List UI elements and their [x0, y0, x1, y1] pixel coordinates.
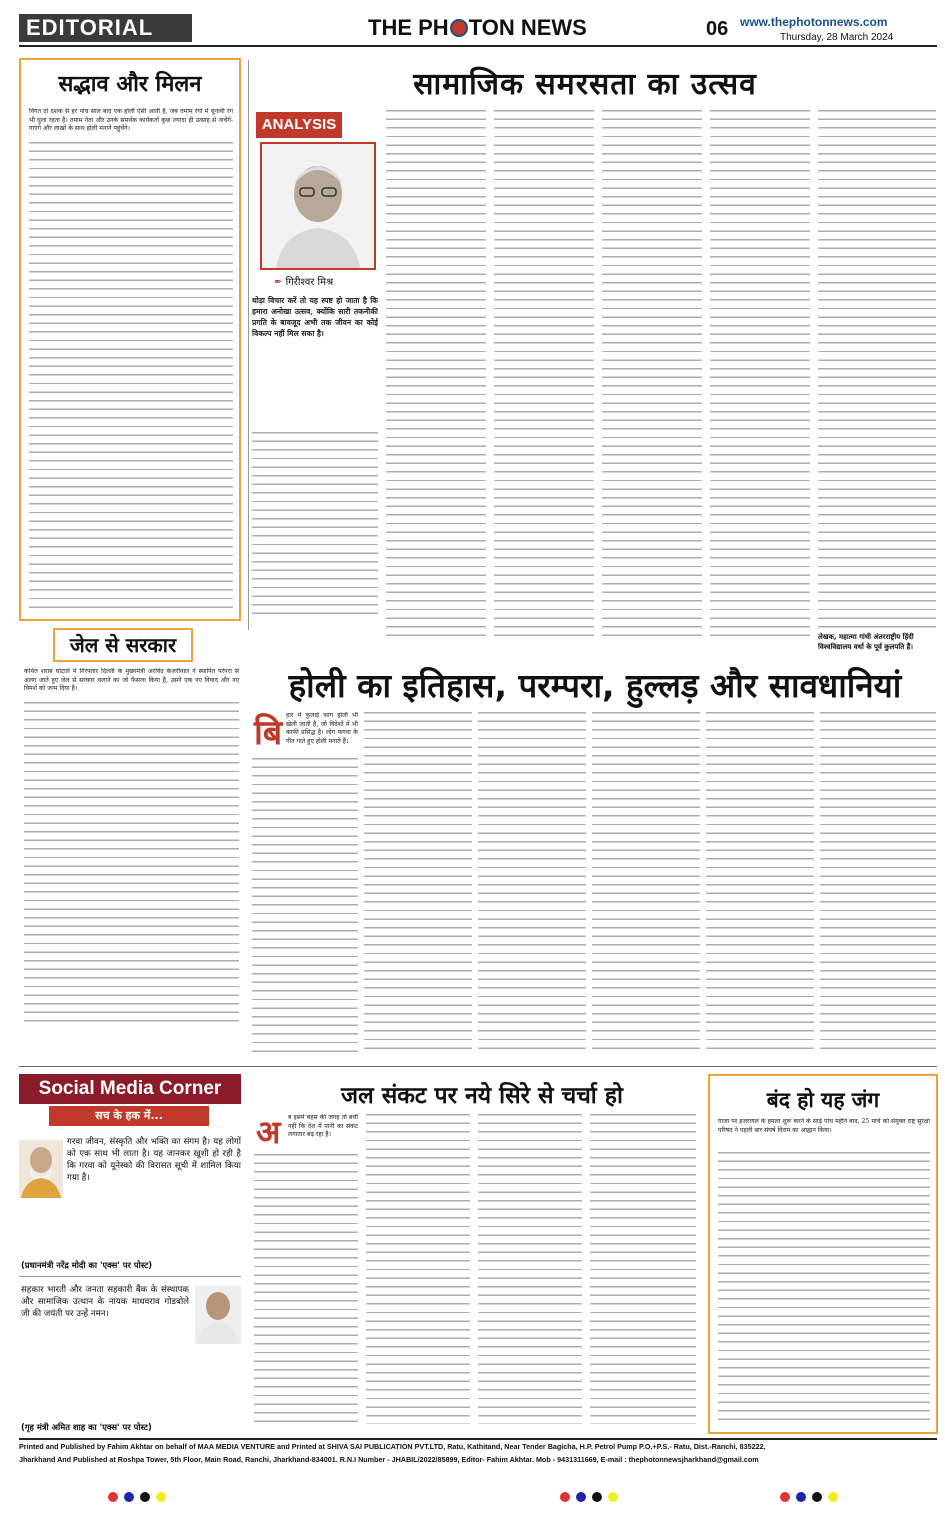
analysis-label: ANALYSIS: [256, 112, 342, 138]
holi-col-1: [252, 758, 358, 1054]
holi-col-2: [364, 712, 472, 1054]
social-post-modi: गरवा जीवन, संस्कृति और भक्ति का संगम है। यह लोगों को एक साथ भी लाता है। यह जानकर खुशी हो रही है कि गरवा को यूनेस्को की विरासत सूची में शामिल किया गया है।: [67, 1137, 241, 1183]
modi-photo: [19, 1140, 63, 1198]
holi-col-3: [478, 712, 586, 1054]
article-headline: सद्भाव और मिलन: [58, 72, 202, 97]
social-post-modi-credit: (प्रधानमंत्री नरेंद्र मोदी का 'एक्स' पर पोस्ट): [21, 1260, 153, 1270]
article-headline: होली का इतिहास, परम्परा, हुल्लड़ और सावधानियां: [288, 666, 902, 705]
registration-mark-icon: [156, 1492, 166, 1502]
text-lines: [252, 758, 358, 1054]
registration-mark-icon: [108, 1492, 118, 1502]
registration-mark-icon: [812, 1492, 822, 1502]
water-col-2: [366, 1114, 470, 1424]
article-lead: ब इसमें बहस की जगह तो बची नहीं कि देश में पानी का संकट लगातार बढ़ रहा है।: [288, 1114, 358, 1139]
article-jail-govt: [19, 628, 244, 1033]
water-dropcap: अ: [256, 1113, 281, 1151]
text-lines: [494, 110, 594, 640]
water-col-3: [478, 1114, 582, 1424]
article-body: [29, 108, 233, 616]
article-headline: जल संकट पर नये सिरे से चर्चा हो: [341, 1083, 623, 1109]
paper-name-left: THE PH: [368, 15, 449, 40]
registration-mark-icon: [576, 1492, 586, 1502]
social-badge: Social Media Corner: [19, 1074, 241, 1104]
paper-name-right: TON NEWS: [468, 15, 587, 40]
divider: [19, 1276, 241, 1277]
article-text-lines: [718, 1152, 930, 1426]
social-post-shah-credit: (गृह मंत्री अमित शाह का 'एक्स' पर पोस्ट): [21, 1422, 152, 1432]
holi-dropcap: बि: [254, 713, 283, 753]
photon-logo-icon: [450, 19, 468, 37]
text-lines: [710, 110, 810, 640]
author-note: लेखक, महात्मा गांधी अंतरराष्ट्रीय हिंदी विश्वविद्यालय वर्धा के पूर्व कुलपति हैं।: [818, 633, 914, 651]
registration-mark-icon: [796, 1492, 806, 1502]
text-lines: [706, 712, 814, 1054]
text-lines: [478, 712, 586, 1054]
social-post-shah: सहकार भारती और जनता सहकारी बैंक के संस्थापक और सामाजिक उत्थान के नायक माधवराव गोडबोले जी की जयंती पर उन्हें नमन।: [21, 1285, 189, 1319]
article-stop-war: [708, 1074, 938, 1434]
registration-mark-icon: [608, 1492, 618, 1502]
text-lines: [254, 1154, 358, 1424]
paper-name: [368, 15, 588, 41]
author-name-text: गिरीश्वर मिश्र: [285, 277, 334, 288]
holi-col-5: [706, 712, 814, 1054]
section-rule: [19, 1066, 937, 1067]
page-number: 06: [706, 18, 729, 40]
registration-mark-icon: [828, 1492, 838, 1502]
main-col-2: [494, 110, 594, 640]
analysis-intro: थोड़ा विचार करें तो यह स्पष्ट हो जाता है कि हमारा अनोखा उत्सव, क्योंकि सारी तकनीकी प्रगति के बावजूद अभी तक जीवन का कोई विकल्प नहीं मिल सका है।: [252, 296, 378, 338]
article-text-lines: [29, 142, 233, 612]
main-col-1: [386, 110, 486, 640]
registration-mark-icon: [560, 1492, 570, 1502]
column-rule: [248, 60, 249, 630]
text-lines: [820, 712, 936, 1054]
text-lines: [364, 712, 472, 1054]
article-body: [718, 1118, 930, 1430]
article-harmony: [19, 58, 241, 621]
text-lines: [602, 110, 702, 640]
text-lines: [478, 1114, 582, 1424]
website[interactable]: www.thephotonnews.com: [740, 15, 888, 29]
imprint-line-2: Jharkhand And Published at Roshpa Tower, 5th Floor, Main Road, Ranchi, Jharkhand-834001. R.N.I Number - JHABIL/2022/85899, Editor- Fahim Akhtar. Mob - 9431311669, E-mail : thephotonnewsjharkhand@gmail.com: [19, 1455, 759, 1464]
article-headline: जेल से सरकार: [53, 628, 193, 662]
water-col-4: [590, 1114, 696, 1424]
footer-rule: [19, 1438, 937, 1440]
masthead: [0, 0, 945, 46]
text-lines: [366, 1114, 470, 1424]
masthead-rule: [19, 45, 937, 47]
article-headline: बंद हो यह जंग: [766, 1088, 880, 1112]
issue-date: Thursday, 28 March 2024: [780, 32, 894, 43]
main-col-5: [818, 110, 936, 630]
main-columns: [386, 110, 938, 640]
pen-icon: ✒: [274, 277, 283, 288]
social-tagline: सच के हक में...: [49, 1106, 209, 1126]
article-holi: [252, 662, 938, 1062]
article-lead: गाजा पर इजरायल के हमला शुरू करने के साढ़े पांच महीने बाद, 25 मार्च को संयुक्त राष्ट्र सुरक्षा परिषद ने पहली बार संघर्ष विराम का आह्वान किया।: [718, 1118, 930, 1134]
article-headline: सामाजिक समरसता का उत्सव: [413, 67, 757, 102]
registration-mark-icon: [140, 1492, 150, 1502]
article-text-lines: [24, 702, 239, 1026]
registration-mark-icon: [124, 1492, 134, 1502]
text-lines: [818, 110, 936, 630]
shah-photo: [195, 1286, 241, 1344]
registration-mark-icon: [780, 1492, 790, 1502]
text-lines: [386, 110, 486, 640]
person-portrait-icon: [19, 1140, 63, 1198]
person-portrait-icon: [195, 1286, 241, 1344]
registration-mark-icon: [592, 1492, 602, 1502]
holi-col-4: [592, 712, 700, 1054]
section-title: EDITORIAL: [26, 15, 154, 40]
main-col-4: [710, 110, 810, 640]
water-col-1: [254, 1154, 358, 1424]
text-lines: [592, 712, 700, 1054]
article-lead: कथित शराब घोटाले में गिरफ्तार दिल्ली के मुख्यमंत्री अरविंद केजरीवाल ने स्थापित परंपरा से अलग जाते हुए जेल से सरकार चलाने का जो फैसला किया है, उसने एक नए विवाद और नए विमर्श को जन्म दिया है।: [24, 668, 239, 693]
article-lead: हार में फुलाई फाग होली भी खेली जाती है, जो विदेशों में भी काफी प्रसिद्ध है। लोग फगवा के गीत गाते हुए होली मनाते हैं।: [286, 712, 358, 745]
main-col-3: [602, 110, 702, 640]
imprint-line-1: Printed and Published by Fahim Akhtar on behalf of MAA MEDIA VENTURE and Printed at SHIVA SAI PUBLICATION PVT.LTD, Ratu, Kathitand, Near Tender Bagicha, H.P. Petrol Pump P.O.+P.S.- Ratu, Dist.-Ranchi, 835222,: [19, 1442, 766, 1451]
holi-col-6: [820, 712, 936, 1054]
article-lead: विगत दो दशक से हर पांच साल बाद एक होली ऐसी आती है, जब तमाम रंगों में चुनावी रंग भी घुला रहता है। तमाम नेता और उनके समर्थक कार्यकर्ता कुछ ज्यादा ही उत्साह से नाचेंगे-गाएंगे और लाखों के साथ होली मनाने पहुंचेंगे।: [29, 108, 233, 133]
article-body: [24, 668, 239, 1030]
text-lines: [590, 1114, 696, 1424]
